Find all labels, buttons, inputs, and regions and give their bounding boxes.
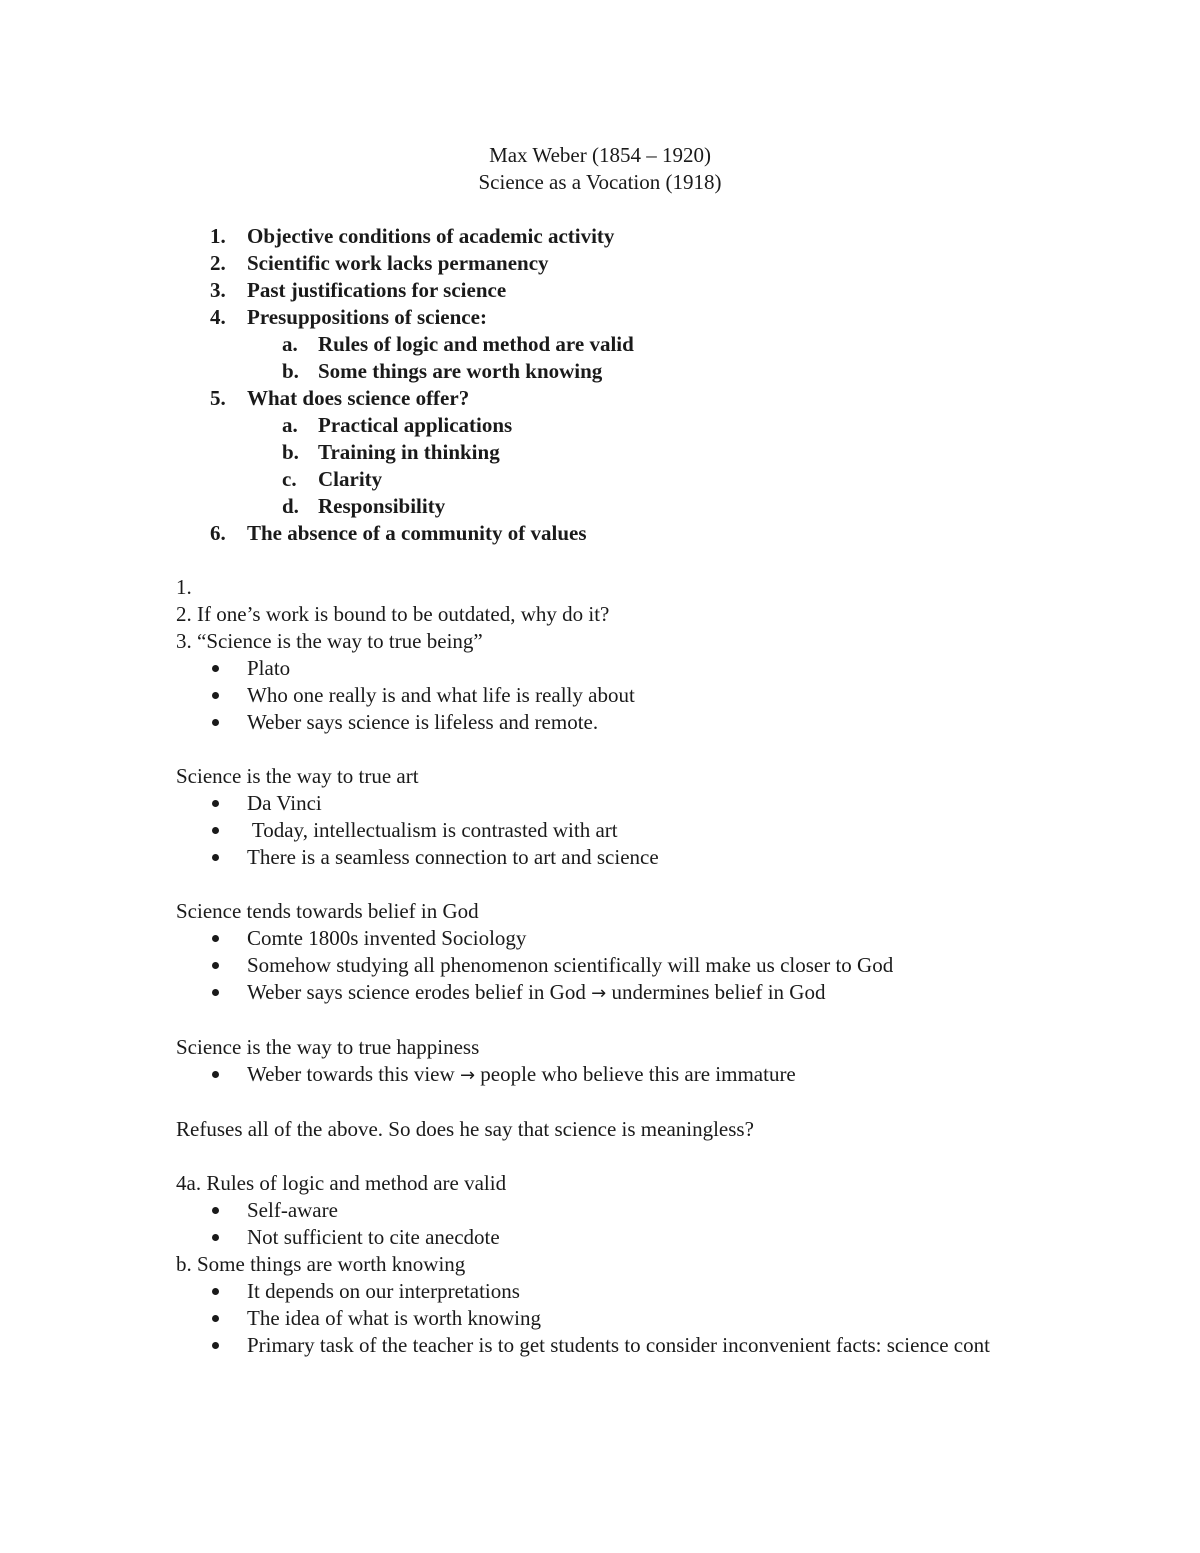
- outline-item: [0, 520, 1200, 547]
- bullet-text: Plato: [247, 656, 291, 680]
- bullet-dot-icon: [212, 1315, 219, 1322]
- outline-text: Practical applications: [318, 413, 513, 437]
- outline-text: Scientific work lacks permanency: [247, 251, 549, 275]
- spacer: [0, 1143, 1200, 1170]
- outline-subitem: [0, 466, 1200, 493]
- bullet-text: Not sufficient to cite anecdote: [247, 1225, 500, 1249]
- bullet-item: [0, 1224, 1200, 1251]
- logic-heading: 4a. Rules of logic and method are valid: [176, 1171, 507, 1195]
- arrow-right-icon: →: [459, 1065, 476, 1086]
- bullet-item: [0, 1305, 1200, 1332]
- outline-letter: a.: [282, 413, 298, 437]
- outline-subitem: [0, 493, 1200, 520]
- bullet-text: Weber towards this view: [247, 1062, 455, 1086]
- bullet-item: [0, 979, 1200, 1007]
- bullet-text: Who one really is and what life is really about: [247, 683, 635, 707]
- notes-section: [0, 574, 1200, 1359]
- bullet-dot-icon: [212, 800, 219, 807]
- outline-subitem: [0, 331, 1200, 358]
- bullet-text: Weber says science is lifeless and remote.: [247, 710, 599, 734]
- bullet-dot-icon: [212, 962, 219, 969]
- outline-text: Rules of logic and method are valid: [318, 332, 634, 356]
- outline-text: Responsibility: [318, 494, 446, 518]
- bullet-item: [0, 709, 1200, 736]
- document-subtitle: Science as a Vocation (1918): [478, 170, 722, 194]
- bullet-text: It depends on our interpretations: [247, 1279, 520, 1303]
- outline-text: The absence of a community of values: [247, 521, 587, 545]
- note-line-3: 3. “Science is the way to true being”: [176, 629, 483, 653]
- outline-subitem: [0, 412, 1200, 439]
- outline-text: What does science offer?: [247, 386, 470, 410]
- bullet-dot-icon: [212, 1071, 219, 1078]
- bullet-text: Primary task of the teacher is to get students to consider inconvenient facts: science cont: [247, 1333, 990, 1357]
- bullet-text: The idea of what is worth knowing: [247, 1306, 541, 1330]
- arrow-right-icon: →: [591, 983, 607, 1004]
- bullet-item: [0, 1278, 1200, 1305]
- outline-item: [0, 385, 1200, 412]
- outline-text: Presuppositions of science:: [247, 305, 487, 329]
- bullet-text: people who believe this are immature: [480, 1062, 796, 1086]
- spacer: [0, 1089, 1200, 1116]
- bullet-text: Da Vinci: [247, 791, 322, 815]
- outline-subitem: [0, 358, 1200, 385]
- happiness-heading: Science is the way to true happiness: [176, 1035, 480, 1059]
- outline-letter: c.: [282, 467, 297, 491]
- bullet-item: [0, 1332, 1200, 1359]
- bullet-text: Today, intellectualism is contrasted with art: [247, 818, 618, 842]
- bullet-item: [0, 655, 1200, 682]
- god-heading: Science tends towards belief in God: [176, 899, 479, 923]
- bullet-text: undermines belief in God: [611, 980, 826, 1004]
- outline-number: 4.: [210, 305, 226, 329]
- outline-item: [0, 277, 1200, 304]
- bullet-item: [0, 790, 1200, 817]
- spacer: [0, 1007, 1200, 1034]
- spacer: [0, 736, 1200, 763]
- outline-letter: d.: [282, 494, 299, 518]
- bullet-item: [0, 1061, 1200, 1089]
- bullet-text: Somehow studying all phenomenon scientifically will make us closer to God: [247, 953, 894, 977]
- note-line-2: 2. If one’s work is bound to be outdated, why do it?: [176, 602, 610, 626]
- bullet-dot-icon: [212, 692, 219, 699]
- spacer: [0, 871, 1200, 898]
- outline-text: Training in thinking: [318, 440, 500, 464]
- bullet-dot-icon: [212, 1207, 219, 1214]
- outline-number: 3.: [210, 278, 226, 302]
- bullet-dot-icon: [212, 827, 219, 834]
- outline-letter: b.: [282, 359, 299, 383]
- bullet-dot-icon: [212, 1234, 219, 1241]
- outline-item: [0, 304, 1200, 331]
- note-line-1: 1.: [176, 575, 192, 599]
- art-heading: Science is the way to true art: [176, 764, 419, 788]
- bullet-item: [0, 844, 1200, 871]
- bullet-item: [0, 925, 1200, 952]
- outline-item: [0, 250, 1200, 277]
- bullet-dot-icon: [212, 1342, 219, 1349]
- bullet-item: [0, 952, 1200, 979]
- bullet-dot-icon: [212, 935, 219, 942]
- outline-item: [0, 223, 1200, 250]
- bullet-item: [0, 817, 1200, 844]
- outline-number: 1.: [210, 224, 226, 248]
- outline-number: 6.: [210, 521, 226, 545]
- bullet-dot-icon: [212, 989, 219, 996]
- outline-text: Some things are worth knowing: [318, 359, 603, 383]
- bullet-dot-icon: [212, 665, 219, 672]
- bullet-text: There is a seamless connection to art and science: [247, 845, 659, 869]
- bullet-dot-icon: [212, 854, 219, 861]
- outline-list: [0, 223, 1200, 547]
- outline-subitem: [0, 439, 1200, 466]
- worth-heading: b. Some things are worth knowing: [176, 1252, 466, 1276]
- bullet-item: [0, 682, 1200, 709]
- outline-text: Clarity: [318, 467, 383, 491]
- document-title: Max Weber (1854 – 1920): [489, 143, 711, 167]
- outline-letter: b.: [282, 440, 299, 464]
- outline-text: Objective conditions of academic activity: [247, 224, 615, 248]
- outline-number: 2.: [210, 251, 226, 275]
- bullet-dot-icon: [212, 719, 219, 726]
- refuses-line: Refuses all of the above. So does he say that science is meaningless?: [176, 1117, 754, 1141]
- bullet-text: Weber says science erodes belief in God: [247, 980, 586, 1004]
- outline-text: Past justifications for science: [247, 278, 507, 302]
- bullet-dot-icon: [212, 1288, 219, 1295]
- outline-number: 5.: [210, 386, 226, 410]
- bullet-item: [0, 1197, 1200, 1224]
- bullet-text: Comte 1800s invented Sociology: [247, 926, 527, 950]
- outline-letter: a.: [282, 332, 298, 356]
- bullet-text: Self-aware: [247, 1198, 338, 1222]
- title-block: [0, 142, 1200, 196]
